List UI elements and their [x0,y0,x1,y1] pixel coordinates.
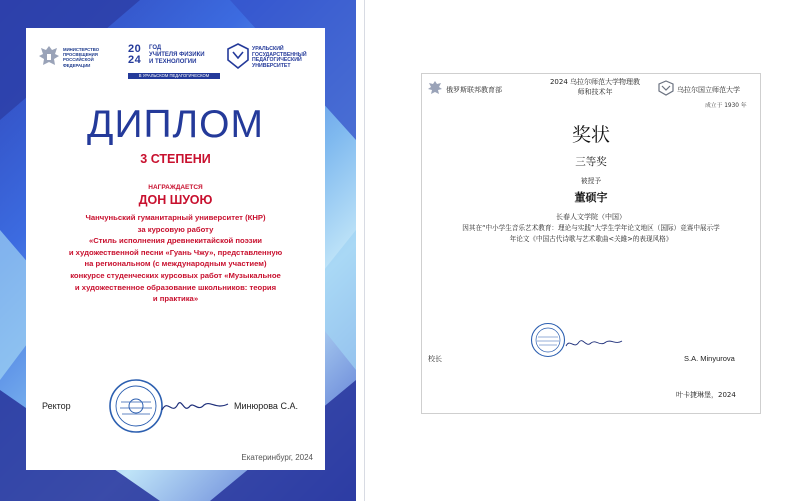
award-line: и художественное образование школьников: теория [74,282,277,292]
year-badge-text: ГОД УЧИТЕЛЯ ФИЗИКИ И ТЕХНОЛОГИИ [149,45,205,65]
certificate-title: 奖状 [571,124,610,146]
diploma-paper [26,28,325,470]
awarded-label: НАГРАЖДАЕТСЯ [148,184,203,191]
award-line: 因其在“中小学生音乐艺术教育：理论与实践”大学生学年论文地区（国际）竞赛中展示学 [462,224,720,232]
university-logo-icon [227,43,249,69]
university-name: 乌拉尔国立师范大学 [677,86,740,94]
university-name: УРАЛЬСКИЙ ГОСУДАРСТВЕННЫЙ ПЕДАГОГИЧЕСКИЙ УНИВЕРСИТЕТ [252,46,307,69]
rector-label: Ректор [42,401,71,411]
award-line: за курсовую работу [137,224,214,234]
award-line: «Стиль исполнения древнекитайской поэзии [88,236,263,246]
diploma-header [38,40,314,86]
award-line: конкурсе студенческих курсовых работ «Музыкальное [70,270,281,280]
award-line: и практика» [152,294,199,304]
recipient-name: ДОН ШУОЮ [138,193,213,207]
award-line: и художественной песни «Гуань Чжу», представленную [68,247,283,257]
page-divider [364,0,365,501]
university-seal-icon [530,322,566,358]
year-of-teacher-text: 2024 乌拉尔师范大学物理教 师和技术年 [549,78,641,96]
eagle-crest-icon [427,80,443,96]
year-badge-ribbon: В УРАЛЬСКОМ ПЕДАГОГИЧЕСКОМ [128,73,220,79]
city-date: Екатеринбург, 2024 [241,453,313,462]
chinese-certificate [421,73,761,414]
ministry-name: МИНИСТЕРСТВО ПРОСВЕЩЕНИЯ РОССИЙСКОЙ ФЕДЕРАЦИИ [63,47,100,68]
granted-label: 被授予 [580,177,602,185]
signer-name: Минюрова С.А. [234,401,298,411]
prize-level: 三等奖 [575,156,607,168]
russian-diploma [0,0,356,501]
award-description [48,212,303,305]
diploma-title: ДИПЛОМ [87,103,264,146]
city-date: 叶卡捷琳堡，2024 [676,391,736,399]
university-logo-icon [658,80,674,96]
year-number: 20 24 [128,43,142,66]
award-line: 年论文《中国古代诗歌与艺术歌曲<关雎>的表现风格》 [509,235,673,243]
year-of-teacher-badge [128,44,218,80]
award-line: на региональном (с международным участием) [84,259,267,269]
recipient-name: 董硕宇 [574,191,608,204]
ministry-name: 俄罗斯联邦教育部 [446,86,502,94]
award-description [428,223,754,245]
signature-row [26,376,325,426]
principal-label: 校长 [428,355,442,363]
diploma-degree: 3 СТЕПЕНИ [140,152,211,166]
eagle-crest-icon [38,44,60,70]
signer-name: S.A. Minyurova [684,354,735,363]
award-line: Чанчуньский гуманитарный университет (КНР) [85,213,266,222]
certificate-header [422,74,760,114]
founded-year: 成立于 1930 年 [705,103,747,109]
university-seal-icon [108,378,164,434]
recipient-college: 长春人文学院（中国） [556,213,626,221]
handwritten-signature [160,394,230,418]
handwritten-signature [564,334,624,352]
